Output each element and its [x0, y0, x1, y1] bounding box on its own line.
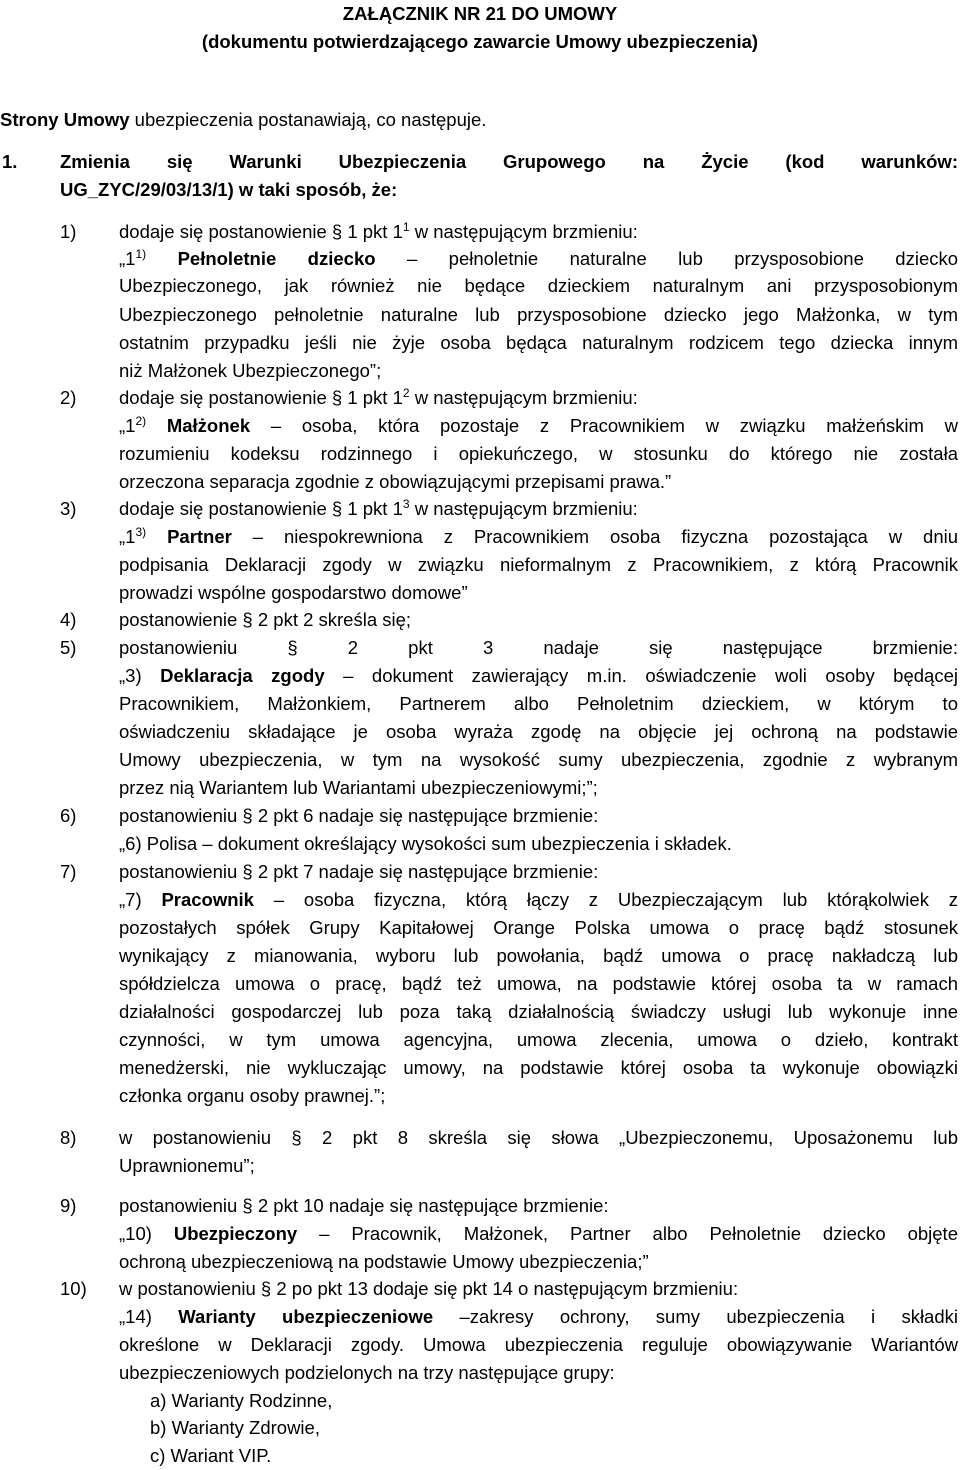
definition-text: – niespokrewniona z Pracownikiem osoba fizyczna pozostająca w dniu	[231, 526, 959, 547]
definition-text: – pełnoletnie naturalne lub przysposobione dziecko	[375, 248, 959, 269]
item-1-line-5: niż Małżonek Ubezpieczonego”;	[119, 360, 382, 381]
item-7-line-8: menedżerski, nie wykluczając umowy, na podstawie której osoba ta wykonuje obowiązki	[119, 1057, 958, 1078]
item-3-heading	[119, 495, 638, 523]
definition-sup: 1)	[135, 246, 147, 261]
item-7-line-6: działalności gospodarczej lub poza taką działalnością świadczy usługi lub wykonuje inne	[119, 1001, 958, 1022]
definition-text: – osoba fizyczna, którą łączy z Ubezpieczającym lub którąkolwiek z	[253, 889, 959, 910]
definition-term: Deklaracja zgody	[160, 665, 325, 686]
definition-prefix: „1	[119, 526, 136, 547]
definition-prefix: „14)	[119, 1306, 179, 1327]
item-number: 1)	[60, 221, 77, 242]
item-2-line-3: orzeczona separacja zgodnie z obowiązującymi przepisami prawa.”	[119, 471, 672, 492]
sub-item-c: c) Wariant VIP.	[150, 1445, 272, 1466]
item-9-line-1: postanowieniu § 2 pkt 10 nadaje się następujące brzmienie:	[119, 1195, 609, 1216]
item-3-line-2: podpisania Deklaracji zgody w związku nieformalnym z Pracownikiem, z którą Pracownik	[119, 554, 958, 575]
item-number: 8)	[60, 1127, 77, 1148]
definition-term: Ubezpieczony	[173, 1223, 298, 1244]
item-2-heading-sup: 2	[402, 385, 410, 400]
intro-paragraph	[0, 106, 486, 134]
definition-term: Warianty ubezpieczeniowe	[178, 1306, 434, 1327]
definition-prefix: „1	[119, 248, 136, 269]
section-number: 1.	[2, 151, 18, 172]
definition-prefix: „7)	[119, 889, 162, 910]
item-8-line-2: Uprawnionemu”;	[119, 1155, 255, 1176]
item-6-line-1: postanowieniu § 2 pkt 6 nadaje się następujące brzmienie:	[119, 805, 599, 826]
item-9-line-3: ochroną ubezpieczeniową na podstawie Umowy ubezpieczenia;”	[119, 1251, 649, 1272]
definition-term: Małżonek	[166, 415, 251, 436]
item-5-line-5: Umowy ubezpieczenia, w tym na wysokość sumy ubezpieczenia, zgodnie z wybranym	[119, 749, 958, 770]
intro-bold: Strony Umowy	[0, 109, 130, 130]
item-1-line-2: Ubezpieczonego, jak również nie będące dzieckiem naturalnym ani przysposobionym	[119, 275, 958, 296]
item-5-line-3: Pracownikiem, Małżonkiem, Partnerem albo Pełnoletnim dzieckiem, w którym to	[119, 693, 958, 714]
item-1-heading-tail: w następującym brzmieniu:	[409, 221, 638, 242]
item-3-line-3: prowadzi wspólne gospodarstwo domowe”	[119, 582, 468, 603]
item-7-line-4: wynikający z mianowania, wyboru lub powołania, bądź umowa o pracę nakładczą lub	[119, 945, 958, 966]
item-8-line-1: w postanowieniu § 2 pkt 8 skreśla się słowa „Ubezpieczonemu, Uposażonemu lub	[119, 1127, 958, 1148]
item-5-line-4: oświadczeniu składające je osoba wyraża zgodę na objęcie jej ochroną na podstawie	[119, 721, 958, 742]
item-number: 6)	[60, 805, 77, 826]
item-1-heading-sup: 1	[402, 219, 410, 234]
item-2-heading-text: dodaje się postanowienie § 1 pkt 1	[119, 387, 403, 408]
item-3-heading-tail: w następującym brzmieniu:	[409, 498, 638, 519]
item-2-definition-line-1	[119, 412, 958, 440]
section-heading-line-1: Zmienia się Warunki Ubezpieczenia Grupowego na Życie (kod warunków:	[60, 151, 958, 172]
item-number: 7)	[60, 861, 77, 882]
item-5-line-6: przez nią Wariantem lub Wariantami ubezpieczeniowymi;”;	[119, 777, 598, 798]
definition-text: – osoba, która pozostaje z Pracownikiem w związku małżeńskim w	[250, 415, 958, 436]
item-7-line-3: pozostałych spółek Grupy Kapitałowej Orange Polska umowa o pracę bądź stosunek	[119, 917, 958, 938]
definition-prefix: „3)	[119, 665, 161, 686]
item-number: 3)	[60, 498, 77, 519]
item-2-heading	[119, 384, 638, 412]
item-7-line-9: członka organu osoby prawnej.”;	[119, 1085, 386, 1106]
sub-item-b: b) Warianty Zdrowie,	[150, 1417, 320, 1438]
sub-item-a: a) Warianty Rodzinne,	[150, 1390, 333, 1411]
item-5-line-1: postanowieniu § 2 pkt 3 nadaje się następujące brzmienie:	[119, 637, 958, 658]
definition-sup: 3)	[135, 524, 147, 539]
definition-term: Pracownik	[161, 889, 254, 910]
item-1-line-3: Ubezpieczonego pełnoletnie naturalne lub przysposobione dziecko jego Małżonka, w tym	[119, 304, 958, 325]
definition-term: Pełnoletnie dziecko	[177, 248, 376, 269]
definition-prefix: „1	[119, 415, 136, 436]
definition-text: –zakresy ochrony, sumy ubezpieczenia i składki	[433, 1306, 958, 1327]
item-7-line-7: czynności, w tym umowa agencyjna, umowa zlecenia, umowa o dzieło, kontrakt	[119, 1029, 958, 1050]
item-5-definition-line-1	[119, 662, 958, 690]
definition-sup: 2)	[135, 413, 147, 428]
title-line-1: ZAŁĄCZNIK NR 21 DO UMOWY	[342, 3, 618, 24]
item-2-line-2: rozumieniu kodeksu rodzinnego i opiekuńczego, w stosunku do którego nie została	[119, 443, 958, 464]
definition-text: – dokument zawierający m.in. oświadczenie woli osoby będącej	[324, 665, 958, 686]
item-3-definition-line-1	[119, 523, 958, 551]
item-number: 10)	[60, 1278, 87, 1299]
definition-text: – Pracownik, Małżonek, Partner albo Pełnoletnie dziecko objęte	[297, 1223, 958, 1244]
item-10-line-3: określone w Deklaracji zgody. Umowa ubezpieczenia reguluje obowiązywanie Wariantów	[119, 1334, 958, 1355]
item-number: 9)	[60, 1195, 77, 1216]
item-number: 2)	[60, 387, 77, 408]
item-7-definition-line-1	[119, 886, 958, 914]
section-heading-line-2: UG_ZYC/29/03/13/1) w taki sposób, że:	[60, 179, 398, 200]
definition-prefix: „10)	[119, 1223, 174, 1244]
title-line-2: (dokumentu potwierdzającego zawarcie Umowy ubezpieczenia)	[201, 31, 759, 52]
item-4-text: postanowienie § 2 pkt 2 skreśla się;	[119, 609, 412, 630]
item-10-line-4: ubezpieczeniowych podzielonych na trzy następujące grupy:	[119, 1362, 615, 1383]
item-1-line-4: ostatnim przypadku jeśli nie żyje osoba będąca naturalnym rodzicem tego dziecka innym	[119, 332, 958, 353]
intro-text: ubezpieczenia postanawiają, co następuje.	[129, 109, 487, 130]
item-7-line-5: spółdzielcza umowa o pracę, bądź też umowa, na podstawie której osoba ta w ramach	[119, 973, 958, 994]
item-number: 4)	[60, 609, 77, 630]
item-number: 5)	[60, 637, 77, 658]
item-1-heading	[119, 218, 638, 246]
item-6-line-2: „6) Polisa – dokument określający wysokości sum ubezpieczenia i składek.	[119, 833, 732, 854]
item-9-definition-line-1	[119, 1220, 958, 1248]
item-2-heading-tail: w następującym brzmieniu:	[409, 387, 638, 408]
item-7-line-1: postanowieniu § 2 pkt 7 nadaje się następujące brzmienie:	[119, 861, 599, 882]
item-10-definition-line-1	[119, 1303, 958, 1331]
item-3-heading-sup: 3	[402, 496, 410, 511]
definition-term: Partner	[167, 526, 232, 547]
item-1-heading-text: dodaje się postanowienie § 1 pkt 1	[119, 221, 403, 242]
item-10-line-1: w postanowieniu § 2 po pkt 13 dodaje się pkt 14 o następującym brzmieniu:	[119, 1278, 739, 1299]
item-1-definition-line-1	[119, 245, 958, 273]
item-3-heading-text: dodaje się postanowienie § 1 pkt 1	[119, 498, 403, 519]
